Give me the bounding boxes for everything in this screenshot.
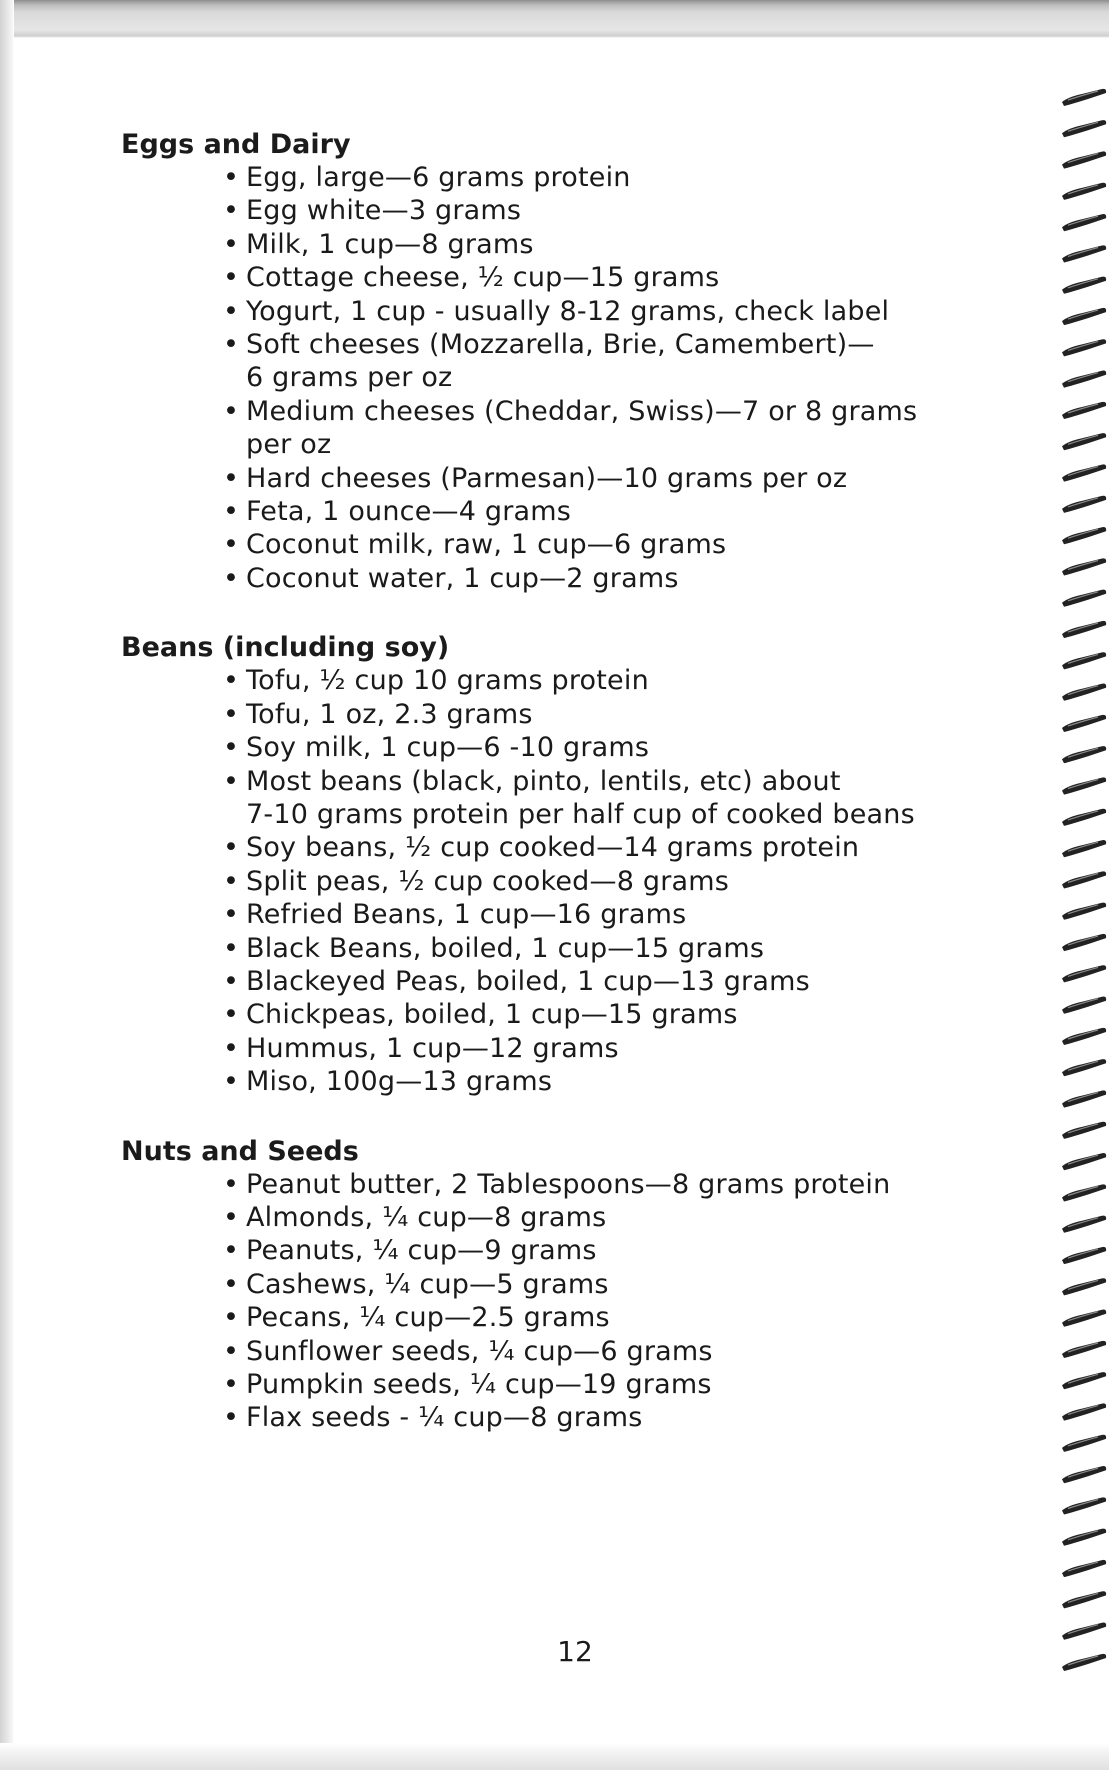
list-item xyxy=(221,1168,1001,1201)
spiral-coil xyxy=(1062,1341,1106,1358)
spiral-coil xyxy=(1062,684,1106,701)
bullet-icon: • xyxy=(223,195,240,227)
item-text: Almonds, ¼ cup—8 grams xyxy=(246,1201,607,1233)
list-item xyxy=(221,395,1001,462)
spiral-coil xyxy=(1062,1623,1106,1640)
item-text: Soy milk, 1 cup—6 -10 grams xyxy=(246,732,650,764)
spiral-coil xyxy=(1062,997,1106,1014)
spiral-coil xyxy=(1062,1560,1106,1577)
list-item xyxy=(221,295,1001,328)
spiral-coil xyxy=(1062,934,1106,951)
item-text: Peanut butter, 2 Tablespoons—8 grams protein xyxy=(246,1168,891,1200)
section-title: Nuts and Seeds xyxy=(121,1135,359,1167)
item-text: Egg, large—6 grams protein xyxy=(246,162,631,193)
spiral-coil xyxy=(1062,1278,1106,1295)
item-text: Hard cheeses (Parmesan)—10 grams per oz xyxy=(246,462,848,494)
bullet-icon: • xyxy=(223,698,240,730)
spiral-coil xyxy=(1062,339,1106,356)
page-content xyxy=(121,128,1001,1471)
list-item xyxy=(221,1368,1001,1401)
spiral-coil xyxy=(1062,1216,1106,1233)
item-text: Miso, 100g—13 grams xyxy=(246,1066,553,1098)
spiral-coil xyxy=(1062,277,1106,294)
item-text: Tofu, 1 oz, 2.3 grams xyxy=(246,698,533,730)
bullet-icon: • xyxy=(223,732,240,764)
section-beans xyxy=(121,631,1001,1098)
spiral-coil xyxy=(1062,1591,1106,1608)
spiral-coil xyxy=(1062,1153,1106,1170)
list-item xyxy=(221,932,1001,965)
bullet-icon: • xyxy=(223,496,240,528)
spiral-coil xyxy=(1062,746,1106,763)
item-text: Cottage cheese, ½ cup—15 grams xyxy=(246,262,720,294)
bullet-icon: • xyxy=(223,395,240,427)
page-number: 12 xyxy=(557,1635,593,1668)
spiral-coil xyxy=(1062,1403,1106,1420)
bullet-icon: • xyxy=(223,1032,240,1064)
item-text: Cashews, ¼ cup—5 grams xyxy=(246,1268,609,1300)
list-item xyxy=(221,1201,1001,1234)
bullet-icon: • xyxy=(223,765,240,797)
spiral-coil xyxy=(1062,1090,1106,1107)
bullet-icon: • xyxy=(223,899,240,931)
list-item xyxy=(221,462,1001,495)
bullet-icon: • xyxy=(223,295,240,327)
bullet-icon: • xyxy=(223,462,240,494)
list-item xyxy=(221,528,1001,561)
bullet-icon: • xyxy=(223,965,240,997)
list-item xyxy=(221,765,1001,832)
scan-top-edge xyxy=(0,0,1109,38)
spiral-coil xyxy=(1062,1497,1106,1514)
spiral-coil xyxy=(1062,871,1106,888)
bullet-icon: • xyxy=(223,162,240,193)
spiral-coil xyxy=(1062,1466,1106,1483)
item-text: Coconut milk, raw, 1 cup—6 grams xyxy=(246,529,727,561)
spiral-coil xyxy=(1062,652,1106,669)
item-text: Feta, 1 ounce—4 grams xyxy=(246,496,572,528)
item-text: Most beans (black, pinto, lentils, etc) about 7-10 grams protein per half cup of cooked beans xyxy=(246,765,915,830)
item-text: Flax seeds - ¼ cup—8 grams xyxy=(246,1402,643,1434)
spiral-coil xyxy=(1062,903,1106,920)
spiral-coil xyxy=(1062,89,1106,106)
item-list xyxy=(121,664,1001,1098)
list-item xyxy=(221,664,1001,697)
item-text: Yogurt, 1 cup - usually 8-12 grams, check label xyxy=(246,295,890,327)
item-text: Blackeyed Peas, boiled, 1 cup—13 grams xyxy=(246,965,810,997)
bullet-icon: • xyxy=(223,1268,240,1300)
item-list xyxy=(121,161,1001,595)
bullet-icon: • xyxy=(223,329,240,361)
scan-left-edge xyxy=(0,0,14,1770)
item-list xyxy=(121,1168,1001,1435)
spiral-coil xyxy=(1062,402,1106,419)
item-text: Egg white—3 grams xyxy=(246,195,522,227)
section-title: Eggs and Dairy xyxy=(121,129,351,160)
bullet-icon: • xyxy=(223,1402,240,1434)
bullet-icon: • xyxy=(223,932,240,964)
bullet-icon: • xyxy=(223,1369,240,1400)
section-eggs-and-dairy xyxy=(121,128,1001,595)
list-item xyxy=(221,865,1001,898)
spiral-coil xyxy=(1062,1028,1106,1045)
bullet-icon: • xyxy=(223,1201,240,1233)
list-item xyxy=(221,194,1001,227)
spiral-coil xyxy=(1062,558,1106,575)
bullet-icon: • xyxy=(223,228,240,260)
spiral-coil xyxy=(1062,245,1106,262)
spiral-coil xyxy=(1062,1435,1106,1452)
bullet-icon: • xyxy=(223,562,240,594)
bullet-icon: • xyxy=(223,529,240,561)
item-text: Soy beans, ½ cup cooked—14 grams protein xyxy=(246,832,860,864)
spiral-coil xyxy=(1062,1122,1106,1139)
list-item xyxy=(221,1032,1001,1065)
spiral-coil xyxy=(1062,1654,1106,1671)
list-item xyxy=(221,898,1001,931)
item-text: Refried Beans, 1 cup—16 grams xyxy=(246,899,687,931)
scan-bottom-edge xyxy=(0,1743,1109,1770)
spiral-coil xyxy=(1062,621,1106,638)
bullet-icon: • xyxy=(223,262,240,294)
spiral-coil xyxy=(1062,496,1106,513)
list-item xyxy=(221,1335,1001,1368)
list-item xyxy=(221,1401,1001,1434)
spiral-coil xyxy=(1062,371,1106,388)
spiral-coil xyxy=(1062,464,1106,481)
spiral-coil xyxy=(1062,214,1106,231)
list-item xyxy=(221,161,1001,194)
spiral-coil xyxy=(1062,965,1106,982)
list-item xyxy=(221,1065,1001,1098)
spiral-coils-icon xyxy=(1058,78,1109,1728)
spiral-coil xyxy=(1062,433,1106,450)
item-text: Coconut water, 1 cup—2 grams xyxy=(246,562,679,594)
spiral-binding xyxy=(1058,78,1109,1728)
bullet-icon: • xyxy=(223,865,240,897)
spiral-coil xyxy=(1062,527,1106,544)
item-text: Pumpkin seeds, ¼ cup—19 grams xyxy=(246,1369,712,1400)
section-nuts-and-seeds xyxy=(121,1135,1001,1435)
bullet-icon: • xyxy=(223,1335,240,1367)
spiral-coil xyxy=(1062,1310,1106,1327)
spiral-coil xyxy=(1062,777,1106,794)
list-item xyxy=(221,1234,1001,1267)
item-text: Peanuts, ¼ cup—9 grams xyxy=(246,1235,597,1267)
item-text: Milk, 1 cup—8 grams xyxy=(246,228,534,260)
spiral-coil xyxy=(1062,308,1106,325)
item-text: Sunflower seeds, ¼ cup—6 grams xyxy=(246,1335,713,1367)
item-text: Tofu, ½ cup 10 grams protein xyxy=(246,665,649,697)
spiral-coil xyxy=(1062,120,1106,137)
spiral-coil xyxy=(1062,840,1106,857)
item-text: Split peas, ½ cup cooked—8 grams xyxy=(246,865,730,897)
spiral-coil xyxy=(1062,183,1106,200)
list-item xyxy=(221,965,1001,998)
bullet-icon: • xyxy=(223,832,240,864)
list-item xyxy=(221,1301,1001,1334)
spiral-coil xyxy=(1062,715,1106,732)
spiral-coil xyxy=(1062,809,1106,826)
list-item xyxy=(221,495,1001,528)
spiral-coil xyxy=(1062,1059,1106,1076)
spiral-coil xyxy=(1062,590,1106,607)
list-item xyxy=(221,228,1001,261)
item-text: Chickpeas, boiled, 1 cup—15 grams xyxy=(246,999,738,1031)
bullet-icon: • xyxy=(223,1302,240,1334)
list-item xyxy=(221,562,1001,595)
spiral-coil xyxy=(1062,1184,1106,1201)
bullet-icon: • xyxy=(223,1168,240,1200)
spiral-coil xyxy=(1062,1372,1106,1389)
bullet-icon: • xyxy=(223,1235,240,1267)
spiral-coil xyxy=(1062,1247,1106,1264)
item-text: Pecans, ¼ cup—2.5 grams xyxy=(246,1302,610,1334)
spiral-coil xyxy=(1062,151,1106,168)
section-title: Beans (including soy) xyxy=(121,632,450,664)
item-text: Soft cheeses (Mozzarella, Brie, Camembert)— 6 grams per oz xyxy=(246,329,875,394)
list-item xyxy=(221,698,1001,731)
list-item xyxy=(221,328,1001,395)
list-item xyxy=(221,731,1001,764)
item-text: Black Beans, boiled, 1 cup—15 grams xyxy=(246,932,765,964)
bullet-icon: • xyxy=(223,999,240,1031)
bullet-icon: • xyxy=(223,1066,240,1098)
item-text: Medium cheeses (Cheddar, Swiss)—7 or 8 grams per oz xyxy=(246,395,918,461)
item-text: Hummus, 1 cup—12 grams xyxy=(246,1032,619,1064)
spiral-coil xyxy=(1062,1529,1106,1546)
list-item xyxy=(221,261,1001,294)
list-item xyxy=(221,831,1001,864)
list-item xyxy=(221,998,1001,1031)
bullet-icon: • xyxy=(223,665,240,697)
list-item xyxy=(221,1268,1001,1301)
